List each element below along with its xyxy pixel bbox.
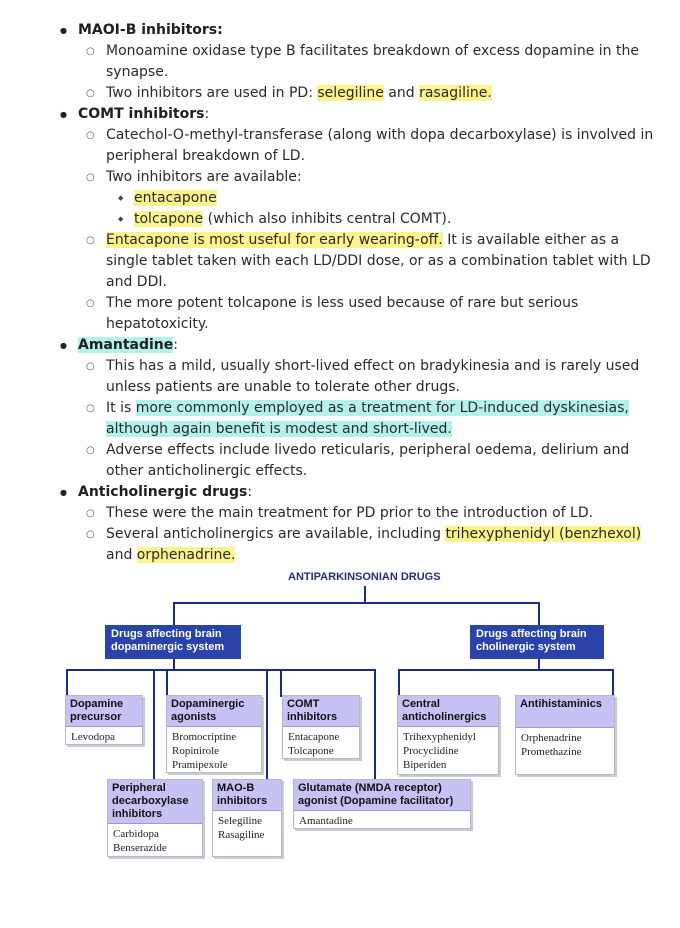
maob-item-1: ○ Monoamine oxidase type B facilitates breakdown of excess dopamine in the synapse. bbox=[58, 41, 658, 83]
drug-amantadine: Amantadine bbox=[299, 815, 353, 827]
text: Several anticholinergics are available, including bbox=[106, 526, 446, 542]
card-antihistaminics bbox=[515, 695, 615, 775]
connector bbox=[280, 669, 282, 697]
drug-carbidopa: Carbidopa bbox=[113, 828, 159, 840]
drug-promethazine: Promethazine bbox=[521, 746, 582, 758]
comt-item-4: ○ The more potent tolcapone is less used because of rare but serious hepatotoxicity. bbox=[58, 293, 658, 335]
drug-tolcapone: Tolcapone bbox=[288, 745, 334, 757]
drug-orphenadrine: Orphenadrine bbox=[521, 732, 582, 744]
text: and bbox=[383, 85, 420, 101]
highlight-trihexyphenidyl: trihexyphenidyl (benzhexol) bbox=[445, 526, 642, 542]
drug-trihexyphenidyl: Trihexyphenidyl bbox=[403, 731, 476, 743]
connector bbox=[364, 586, 366, 602]
card-maob-inhibitors bbox=[212, 779, 282, 857]
connector bbox=[612, 669, 614, 697]
comt-sub-2 bbox=[58, 209, 658, 230]
connector bbox=[266, 669, 268, 781]
connector bbox=[398, 669, 614, 671]
card-title: Antihistaminics bbox=[516, 696, 614, 728]
text: It is bbox=[106, 400, 136, 416]
colon: : bbox=[204, 106, 210, 122]
amantadine-item-1: ○ This has a mild, usually short-lived effect on bradykinesia and is rarely used unless patients are unable to tolerate other drugs. bbox=[58, 356, 658, 398]
colon: : bbox=[247, 484, 253, 500]
card-title: Dopamine precursor bbox=[66, 696, 142, 727]
card-items bbox=[66, 727, 142, 747]
amantadine-item-2 bbox=[58, 398, 658, 440]
card-items bbox=[213, 811, 281, 845]
card-comt-inhibitors bbox=[282, 695, 360, 759]
highlight-entacapone-use: Entacapone is most useful for early wearing-off. bbox=[106, 232, 443, 248]
drug-entacapone: Entacapone bbox=[288, 731, 340, 743]
heading-comt: COMT inhibitors bbox=[78, 106, 205, 122]
bullet-comt bbox=[58, 104, 658, 125]
card-glutamate bbox=[293, 779, 471, 829]
drug-selegiline: Selegiline bbox=[218, 815, 262, 827]
anticholinergic-item-1: ○ These were the main treatment for PD prior to the introduction of LD. bbox=[58, 503, 658, 524]
text: It is available either as a single tablet taken with each LD/DDI dose, or as a combination tablet with LD and DDI. bbox=[106, 232, 651, 290]
drug-rasagiline: Rasagiline bbox=[218, 829, 265, 841]
maob-item-2 bbox=[58, 83, 658, 104]
heading-anticholinergic: Anticholinergic drugs bbox=[78, 484, 248, 500]
connector bbox=[66, 669, 376, 671]
text: and bbox=[106, 547, 137, 563]
highlight-orphenadrine: orphenadrine. bbox=[136, 547, 236, 563]
card-dopamine-precursor bbox=[65, 695, 143, 745]
highlight-tolcapone: tolcapone bbox=[134, 211, 204, 227]
highlight-dyskinesias: more commonly employed as a treatment for LD-induced dyskinesias, although again benefit is modest and short-lived. bbox=[106, 400, 629, 437]
connector bbox=[66, 669, 68, 697]
connector bbox=[153, 669, 155, 781]
bullet-anticholinergic bbox=[58, 482, 658, 503]
drug-biperiden: Biperiden bbox=[403, 759, 447, 771]
drug-levodopa: Levodopa bbox=[71, 731, 115, 743]
comt-item-1: ○ Catechol-O-methyl-transferase (along with dopa decarboxylase) is involved in peripheral breakdown of LD. bbox=[58, 125, 658, 167]
connector bbox=[173, 659, 175, 669]
comt-item-3 bbox=[58, 230, 658, 293]
card-title: Central anticholinergics bbox=[398, 696, 498, 727]
card-title: Peripheral decarboxylase inhibitors bbox=[108, 780, 202, 824]
diagram-title: ANTIPARKINSONIAN DRUGS bbox=[288, 571, 441, 583]
bullet-amantadine bbox=[58, 335, 658, 356]
drug-procyclidine: Procyclidine bbox=[403, 745, 459, 757]
heading-amantadine: Amantadine bbox=[78, 337, 174, 353]
card-items bbox=[108, 824, 202, 858]
card-items bbox=[167, 727, 261, 775]
connector bbox=[374, 669, 376, 781]
amantadine-item-3: ○ Adverse effects include livedo reticularis, peripheral oedema, delirium and other anticholinergic effects. bbox=[58, 440, 658, 482]
card-title: Dopaminergic agonists bbox=[167, 696, 261, 727]
card-items bbox=[294, 811, 470, 831]
card-peripheral-decarboxylase bbox=[107, 779, 203, 857]
heading-maob: MAOI-B inhibitors: bbox=[78, 22, 223, 38]
drug-benserazide: Benserazide bbox=[113, 842, 167, 854]
colon: : bbox=[173, 337, 178, 353]
card-central-anticholinergics bbox=[397, 695, 499, 775]
antiparkinsonian-diagram bbox=[0, 565, 680, 865]
card-items bbox=[516, 728, 614, 762]
group-dopaminergic: Drugs affecting brain dopaminergic system bbox=[105, 625, 241, 659]
bullet-maob bbox=[58, 20, 658, 41]
connector bbox=[538, 602, 540, 627]
highlight-selegiline: selegiline bbox=[317, 85, 384, 101]
drug-ropinirole: Ropinirole bbox=[172, 745, 220, 757]
connector bbox=[166, 669, 168, 697]
text: Two inhibitors are used in PD: bbox=[106, 85, 318, 101]
card-title: COMT inhibitors bbox=[283, 696, 359, 727]
text: (which also inhibits central COMT). bbox=[203, 211, 452, 227]
group-cholinergic: Drugs affecting brain cholinergic system bbox=[470, 625, 604, 659]
drug-bromocriptine: Bromocriptine bbox=[172, 731, 237, 743]
card-title: MAO-B inhibitors bbox=[213, 780, 281, 811]
drug-pramipexole: Pramipexole bbox=[172, 759, 228, 771]
notes-list bbox=[58, 20, 658, 566]
card-items bbox=[283, 727, 359, 761]
comt-item-2: ○ Two inhibitors are available: bbox=[58, 167, 658, 188]
card-title: Glutamate (NMDA receptor) agonist (Dopamine facilitator) bbox=[294, 780, 470, 811]
comt-sub-1 bbox=[58, 188, 658, 209]
card-dopaminergic-agonists bbox=[166, 695, 262, 773]
anticholinergic-item-2 bbox=[58, 524, 658, 566]
connector bbox=[173, 602, 540, 604]
connector bbox=[538, 659, 540, 669]
card-items bbox=[398, 727, 498, 775]
highlight-entacapone: entacapone bbox=[134, 190, 217, 206]
connector bbox=[173, 602, 175, 627]
highlight-rasagiline: rasagiline. bbox=[419, 85, 492, 101]
connector bbox=[398, 669, 400, 697]
